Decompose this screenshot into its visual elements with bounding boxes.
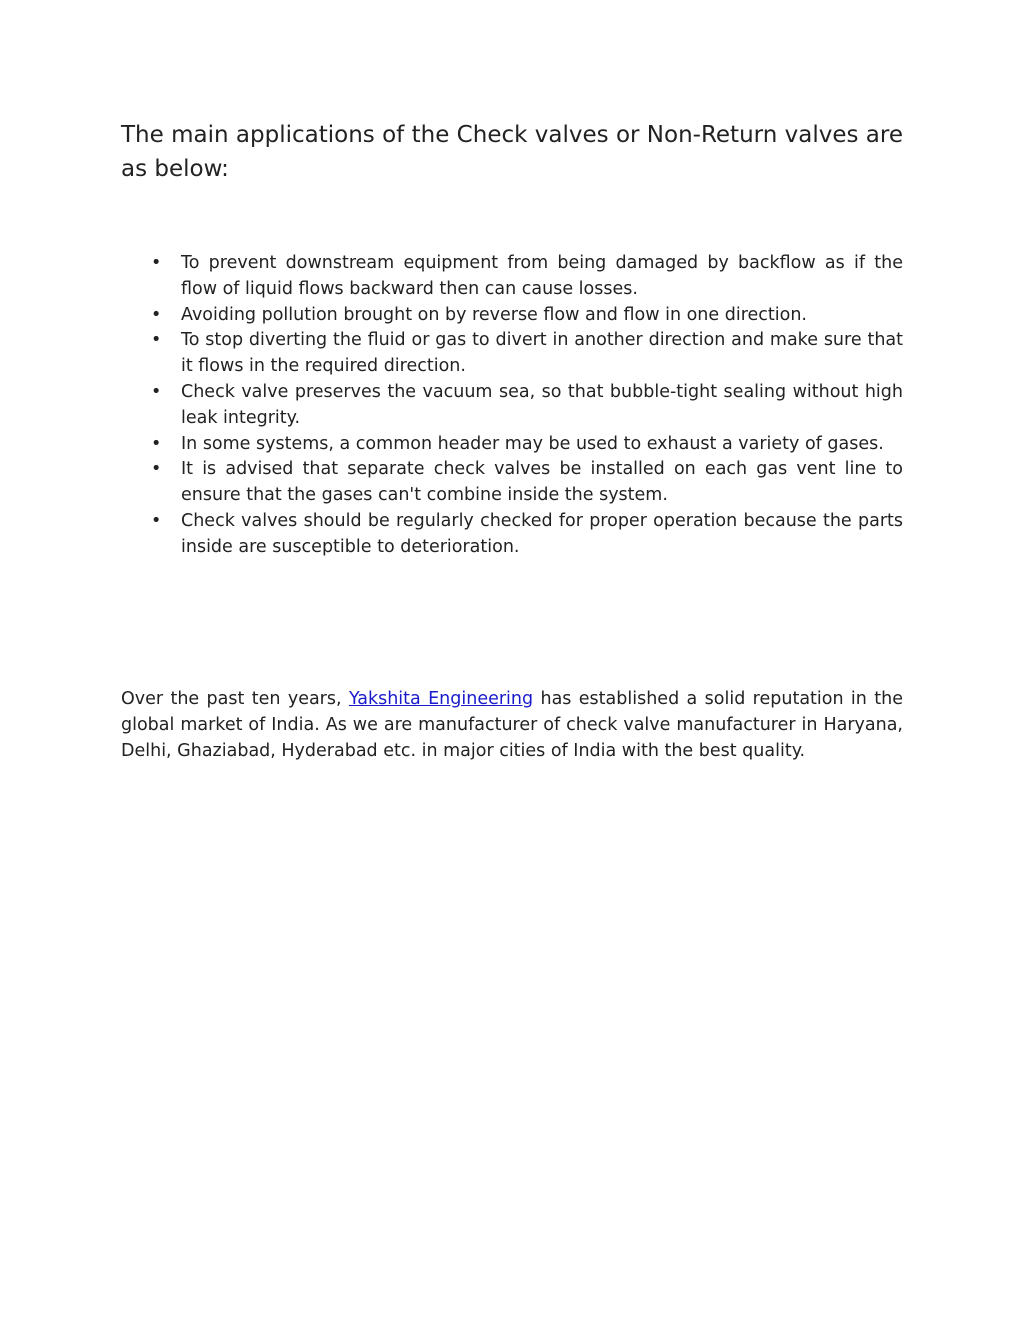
bullet-icon: • — [151, 510, 162, 531]
closing-paragraph — [121, 687, 903, 764]
list-item-text: It is advised that separate check valves be installed on each gas vent line to ensure that the gases can't combine inside the system. — [181, 459, 903, 506]
list-item-text: Check valves should be regularly checked for proper operation because the parts inside are susceptible to deterioration. — [181, 510, 903, 557]
section-heading: The main applications of the Check valves or Non-Return valves are as below: — [121, 122, 903, 182]
list-item — [121, 457, 903, 509]
bullet-icon: • — [151, 459, 162, 480]
bullet-icon: • — [151, 381, 162, 402]
closing-text-end: has established a solid reputation in the global market of India. As we are manufacturer of check valve manufacturer in Haryana, Delhi, Ghaziabad, Hyderabad etc. in major cities of India with the best quality. — [121, 689, 903, 761]
list-item — [121, 380, 903, 432]
bullet-icon: • — [151, 253, 162, 273]
bullet-icon: • — [151, 433, 162, 454]
bullet-icon: • — [151, 330, 162, 351]
list-item-text: Avoiding pollution brought on by reverse flow and flow in one direction. — [181, 304, 807, 325]
list-item — [121, 509, 903, 561]
list-item — [121, 251, 903, 303]
list-item-text: To prevent downstream equipment from being damaged by backflow as if the flow of liquid flows backward then can cause losses. — [181, 253, 903, 299]
applications-list — [121, 251, 903, 561]
bullet-icon: • — [151, 304, 162, 325]
closing-text-start: Over the past ten years, — [121, 689, 349, 709]
list-item — [121, 303, 903, 329]
list-item-text: Check valve preserves the vacuum sea, so that bubble-tight sealing without high leak integrity. — [181, 381, 903, 428]
list-item — [121, 432, 903, 458]
list-item-text: To stop diverting the fluid or gas to divert in another direction and make sure that it flows in the required direction. — [181, 330, 903, 377]
list-item — [121, 328, 903, 380]
list-item-text: In some systems, a common header may be used to exhaust a variety of gases. — [181, 433, 884, 454]
company-link[interactable]: Yakshita Engineering — [348, 689, 534, 709]
